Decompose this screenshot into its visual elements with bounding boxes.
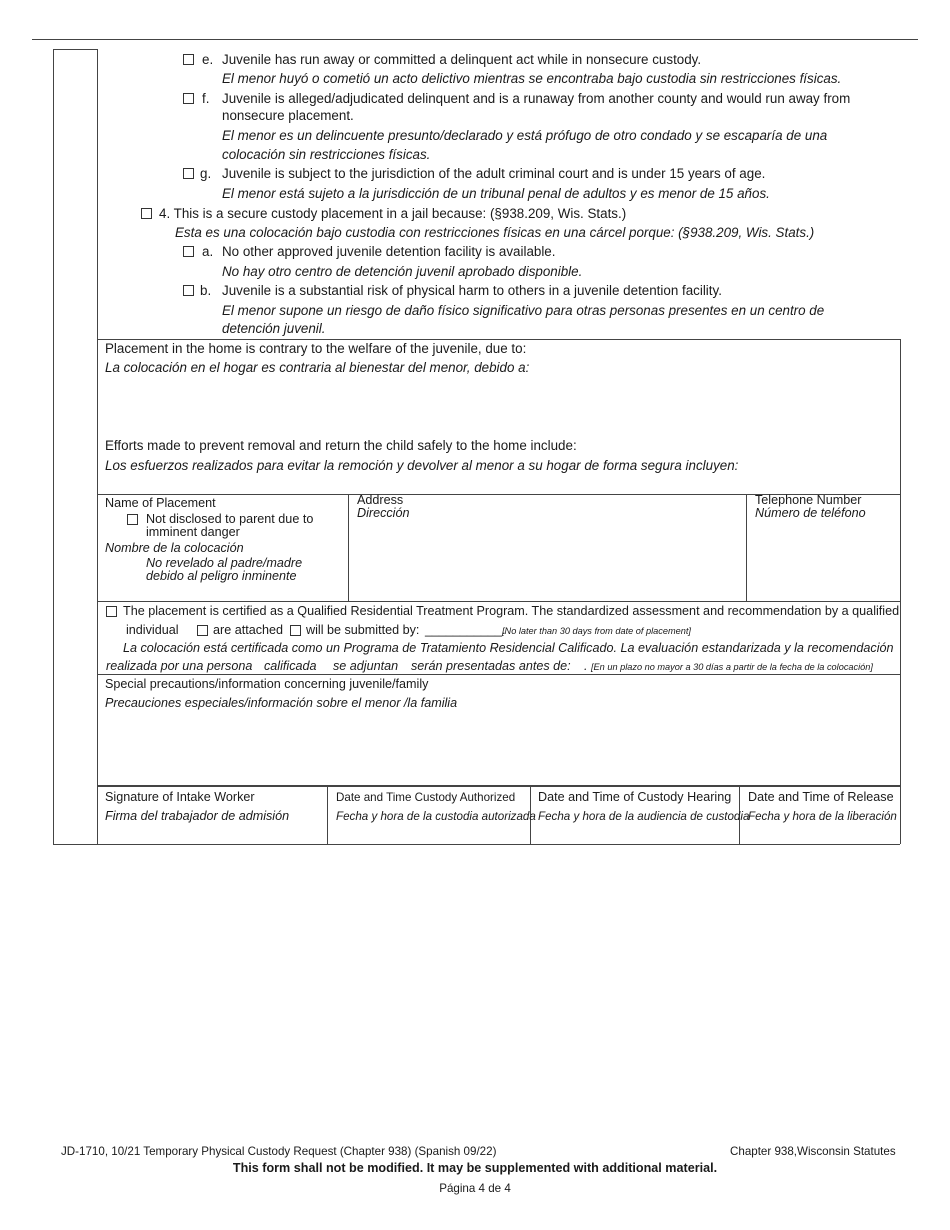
precautions-label: Special precautions/information concerning juvenile/family bbox=[105, 677, 429, 691]
welfare-label-es: La colocación en el hogar es contraria al bienestar del menor, debido a: bbox=[105, 360, 530, 375]
phone-label: Telephone Number bbox=[755, 493, 862, 507]
release-label: Date and Time of Release bbox=[748, 790, 894, 804]
intake-signature-label: Signature of Intake Worker bbox=[105, 790, 255, 804]
address-label: Address bbox=[357, 493, 404, 507]
no-revelado-label-2: debido al peligro inminente bbox=[146, 569, 297, 583]
item-a-text: No other approved juvenile detention facility is available. bbox=[222, 244, 556, 259]
attached-checkbox[interactable] bbox=[197, 625, 208, 636]
qrtp-text: The placement is certified as a Qualified Residential Treatment Program. The standardized assessment and recommendation by a qualified bbox=[123, 604, 900, 618]
footer-statute: Chapter 938,Wisconsin Statutes bbox=[730, 1145, 896, 1158]
item-e-letter: e. bbox=[202, 52, 214, 67]
footer-notice: This form shall not be modified. It may be supplemented with additional material. bbox=[232, 1161, 718, 1175]
item-g-text-es: El menor está sujeto a la jurisdicción de un tribunal penal de adultos y es menor de 15 años. bbox=[222, 186, 770, 201]
efforts-label-es: Los esfuerzos realizados para evitar la remoción y devolver al menor a su hogar de forma segura incluyen: bbox=[105, 458, 739, 473]
placement-name-label: Name of Placement bbox=[105, 496, 216, 510]
welfare-label: Placement in the home is contrary to the welfare of the juvenile, due to: bbox=[105, 341, 527, 356]
checkbox-b[interactable] bbox=[183, 285, 194, 296]
welfare-section-top bbox=[97, 339, 900, 340]
qrtp-text-es-2a: realizada por una persona bbox=[106, 659, 253, 673]
item-e-text: Juvenile has run away or committed a delinquent act while in nonsecure custody. bbox=[222, 52, 702, 67]
placement-col-divider-1 bbox=[348, 494, 349, 601]
custody-hearing-label: Date and Time of Custody Hearing bbox=[538, 790, 732, 804]
placement-table-bottom bbox=[97, 601, 900, 602]
checkbox-a[interactable] bbox=[183, 246, 194, 257]
efforts-label: Efforts made to prevent removal and return the child safely to the home include: bbox=[105, 438, 577, 453]
address-label-es: Dirección bbox=[357, 506, 410, 520]
checkbox-e[interactable] bbox=[183, 54, 194, 65]
checkbox-f[interactable] bbox=[183, 93, 194, 104]
form-bottom-border bbox=[53, 844, 900, 845]
signature-col-divider-1 bbox=[327, 786, 328, 844]
item-g-text: Juvenile is subject to the jurisdiction of the adult criminal court and is under 15 years of age. bbox=[222, 166, 766, 181]
item-f-text-1: Juvenile is alleged/adjudicated delinquent and is a runaway from another county and would run away from bbox=[222, 91, 851, 106]
placement-name-label-es: Nombre de la colocación bbox=[105, 541, 244, 555]
footer-form-id: JD-1710, 10/21 Temporary Physical Custody Request (Chapter 938) (Spanish 09/22) bbox=[61, 1145, 497, 1158]
checkbox-g[interactable] bbox=[183, 168, 194, 179]
not-disclosed-label-2: imminent danger bbox=[146, 525, 240, 539]
submitted-label: will be submitted by: bbox=[306, 623, 420, 637]
item-4-text-es: Esta es una colocación bajo custodia con restricciones físicas en una cárcel porque: (§938.209, Wis. Stats.) bbox=[175, 225, 815, 240]
signature-row-top bbox=[97, 785, 900, 787]
custody-authorized-label: Date and Time Custody Authorized bbox=[336, 791, 516, 804]
item-b-text: Juvenile is a substantial risk of physical harm to others in a juvenile detention facility. bbox=[222, 283, 722, 298]
item-f-text-2: nonsecure placement. bbox=[222, 108, 354, 123]
qrtp-text-es-2c: se adjuntan bbox=[333, 659, 399, 673]
custody-authorized-label-es: Fecha y hora de la custodia autorizada bbox=[336, 810, 536, 823]
item-b-text-es-2: detención juvenil. bbox=[222, 321, 326, 336]
submitted-checkbox[interactable] bbox=[290, 625, 301, 636]
qrtp-text-es-1: La colocación está certificada como un Programa de Tratamiento Residencial Calificado. La evaluación estandarizada y la recomendación bbox=[123, 641, 894, 655]
phone-label-es: Número de teléfono bbox=[755, 506, 866, 520]
custody-hearing-label-es: Fecha y hora de la audiencia de custodia bbox=[538, 810, 750, 823]
qrtp-checkbox[interactable] bbox=[106, 606, 117, 617]
left-margin-border bbox=[53, 49, 54, 844]
qrtp-text-es-2b: calificada bbox=[264, 659, 317, 673]
top-rule bbox=[32, 39, 918, 40]
precautions-section-top bbox=[97, 674, 900, 675]
form-right-border bbox=[900, 339, 901, 844]
not-disclosed-checkbox[interactable] bbox=[127, 514, 138, 525]
qrtp-text-es-2e: . bbox=[584, 659, 588, 673]
attached-label: are attached bbox=[213, 623, 284, 637]
placement-col-divider-2 bbox=[746, 494, 747, 601]
item-e-text-es: El menor huyó o cometió un acto delictivo mientras se encontraba bajo custodia sin restricciones físicas. bbox=[222, 71, 842, 86]
page-number: Página 4 de 4 bbox=[439, 1182, 511, 1195]
item-b-text-es-1: El menor supone un riesgo de daño físico significativo para otras personas presentes en un centro de bbox=[222, 303, 825, 318]
qrtp-text-es-2d: serán presentadas antes de: bbox=[411, 659, 571, 673]
item-f-letter: f. bbox=[202, 91, 210, 106]
item-a-letter: a. bbox=[202, 244, 214, 259]
not-disclosed-label-1: Not disclosed to parent due to bbox=[146, 512, 314, 526]
qrtp-deadline-note: [No later than 30 days from date of placement] bbox=[502, 626, 691, 636]
qrtp-deadline-note-es: [En un plazo no mayor a 30 días a partir de la fecha de la colocación] bbox=[591, 662, 873, 672]
item-4-text: 4. This is a secure custody placement in a jail because: (§938.209, Wis. Stats.) bbox=[159, 206, 627, 221]
submitted-date-blank[interactable]: ___________. bbox=[425, 623, 506, 637]
form-left-border bbox=[97, 49, 98, 844]
qrtp-individual: individual bbox=[126, 623, 179, 637]
item-b-letter: b. bbox=[200, 283, 212, 298]
no-revelado-label-1: No revelado al padre/madre bbox=[146, 556, 303, 570]
release-label-es: Fecha y hora de la liberación bbox=[748, 810, 897, 823]
item-f-text-es-1: El menor es un delincuente presunto/declarado y está prófugo de otro condado y se escaparía de una bbox=[222, 128, 828, 143]
precautions-label-es: Precauciones especiales/información sobre el menor /la familia bbox=[105, 696, 458, 710]
item-a-text-es: No hay otro centro de detención juvenil aprobado disponible. bbox=[222, 264, 583, 279]
item-g-letter: g. bbox=[200, 166, 212, 181]
intake-signature-label-es: Firma del trabajador de admisión bbox=[105, 809, 290, 823]
left-margin-top bbox=[53, 49, 97, 50]
checkbox-4[interactable] bbox=[141, 208, 152, 219]
item-f-text-es-2: colocación sin restricciones físicas. bbox=[222, 147, 431, 162]
